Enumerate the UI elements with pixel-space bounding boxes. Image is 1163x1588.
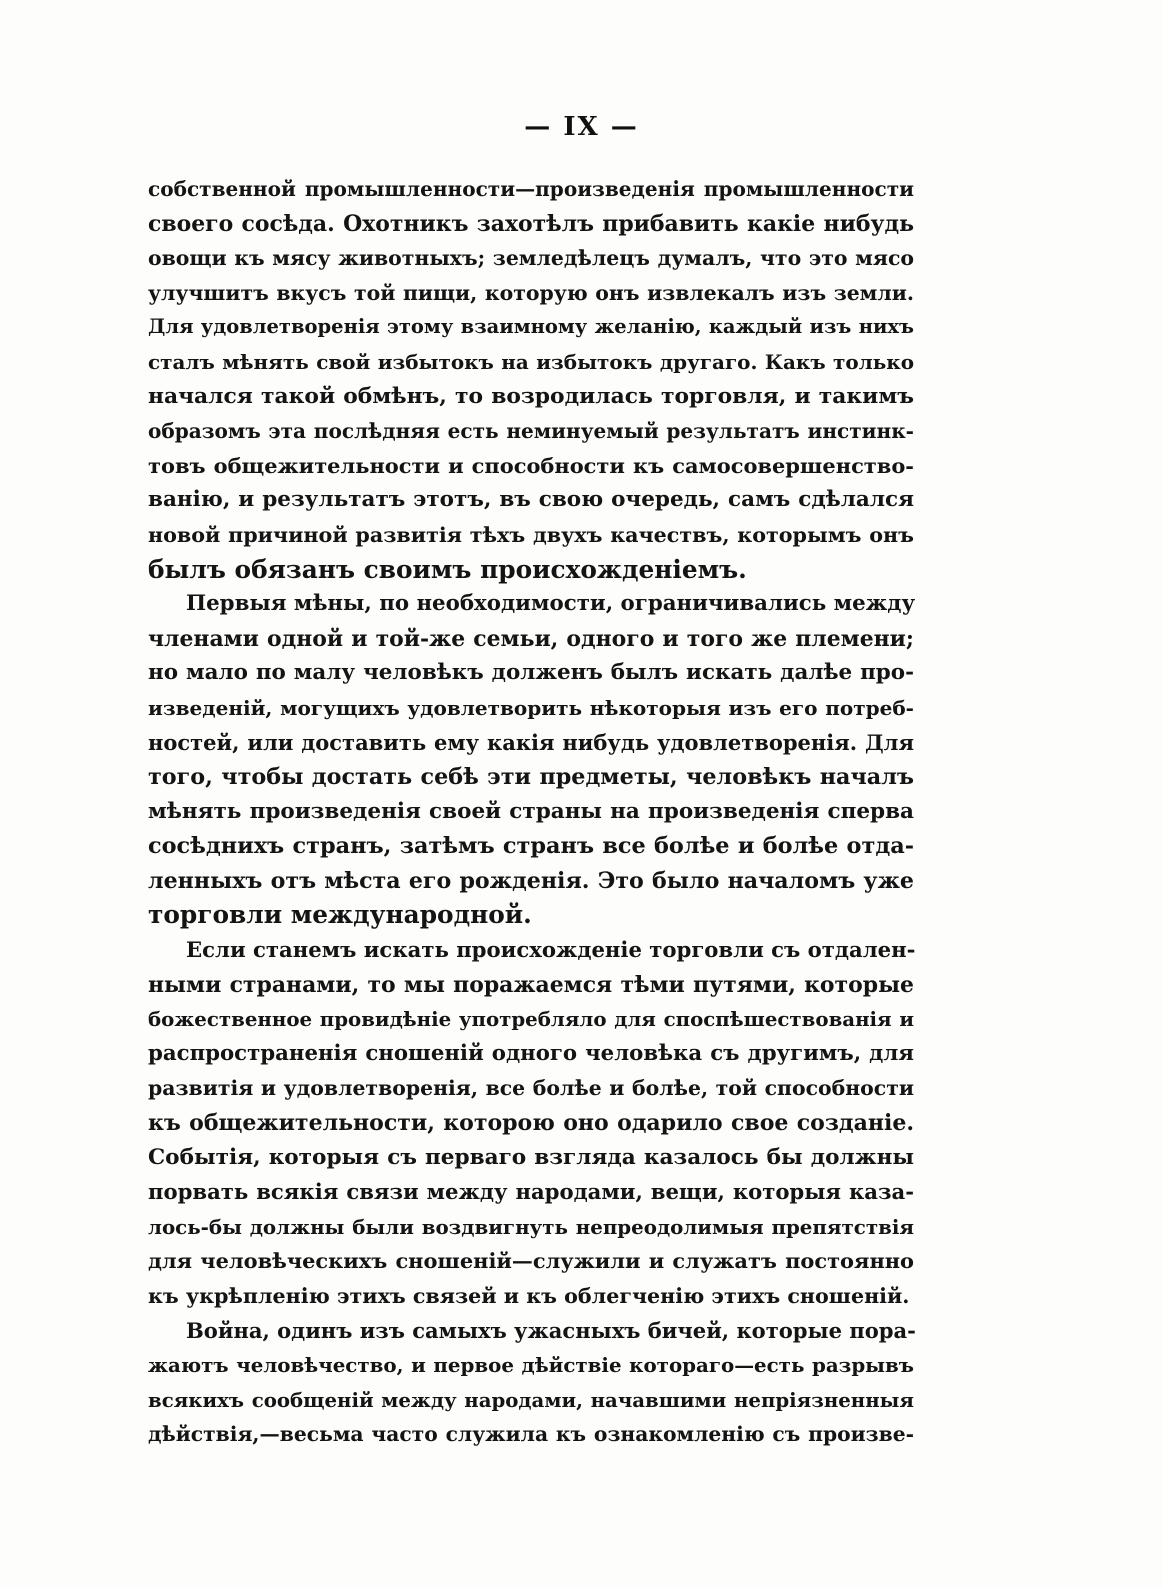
text-line: Если станемъ искать происхожденіе торговли съ отдален- [186, 937, 916, 963]
text-line: новой причиной развитія тѣхъ двухъ качествъ, которымъ онъ [148, 522, 914, 547]
text-line: Война, одинъ изъ самыхъ ужасныхъ бичей, которые пора- [186, 1317, 916, 1343]
text-line: Первыя мѣны, по необходимости, ограничивались между [186, 591, 916, 617]
text-line: ванію, и результатъ этотъ, въ свою очередь, самъ сдѣлался [148, 487, 914, 513]
text-line: овощи къ мясу животныхъ; земледѣлецъ думалъ, что это мясо [148, 246, 914, 271]
text-line: изведеній, могущихъ удовлетворить нѣкоторыя изъ его потреб- [148, 695, 914, 720]
text-line: членами одной и той-же семьи, одного и того же племени; [148, 625, 914, 652]
text-line: сталъ мѣнять свой избытокъ на избытокъ другаго. Какъ только [148, 349, 914, 374]
text-line: товъ общежительности и способности къ самосовершенство- [148, 452, 914, 478]
paragraph [148, 172, 914, 587]
text-line: божественное провидѣніе употребляло для споспѣшествованія и [148, 1007, 914, 1032]
text-line: образомъ эта послѣдняя есть неминуемый результатъ инстинк- [148, 419, 914, 444]
text-line: порвать всякія связи между народами, вещи, которыя каза- [148, 1179, 914, 1205]
text-line: того, чтобы достать себѣ эти предметы, человѣкъ началъ [148, 764, 914, 791]
text-line: всякихъ сообщеній между народами, начавшими непріязненныя [148, 1387, 914, 1412]
text-line: къ общежительности, которою оно одарило свое созданіе. [148, 1110, 914, 1137]
text-line: сосѣднихъ странъ, затѣмъ странъ все болѣе и болѣе отда- [148, 833, 914, 860]
paragraph [148, 1314, 914, 1452]
text-line: Для удовлетворенія этому взаимному желанію, каждый изъ нихъ [148, 315, 914, 339]
text-line: улучшитъ вкусъ той пищи, которую онъ извлекалъ изъ земли. [148, 280, 914, 305]
text-line: торговли международной. [148, 900, 532, 930]
text-line: своего сосѣда. Охотникъ захотѣлъ прибавить какіе нибудь [148, 210, 914, 237]
paragraph [148, 933, 914, 1314]
text-line: собственной промышленности—произведенія промышленности [148, 177, 914, 201]
text-line: ленныхъ отъ мѣста его рожденія. Это было началомъ уже [148, 867, 914, 894]
body-text [148, 172, 914, 1452]
text-line: начался такой обмѣнъ, то возродилась торговля, и такимъ [148, 383, 914, 409]
text-line: для человѣческихъ сношеній—служили и служатъ постоянно [148, 1248, 914, 1274]
text-line: къ укрѣпленію этихъ связей и къ облегченію этихъ сношеній. [148, 1284, 910, 1308]
paragraph [148, 587, 914, 933]
text-line: ными странами, то мы поражаемся тѣми путями, которые [148, 971, 914, 998]
text-line: лось-бы должны были воздвигнуть непреодолимыя препятствія [148, 1214, 914, 1239]
text-line: но мало по малу человѣкъ долженъ былъ искать далѣе про- [148, 660, 914, 686]
text-line: ностей, или доставить ему какія нибудь удовлетворенія. Для [148, 729, 914, 755]
text-line: распространенія сношеній одного человѣка съ другимъ, для [148, 1040, 914, 1066]
text-line: мѣнять произведенія своей страны на произведенія сперва [148, 798, 914, 824]
text-line: жаютъ человѣчество, и первое дѣйствіе котораго—есть разрывъ [148, 1353, 914, 1378]
text-line: былъ обязанъ своимъ происхожденіемъ. [148, 554, 747, 584]
page-number: — IX — [524, 112, 639, 142]
text-line: Событія, которыя съ перваго взгляда казалось бы должны [148, 1144, 914, 1170]
text-line: развитія и удовлетворенія, все болѣе и болѣе, той способности [148, 1076, 914, 1101]
text-line: дѣйствія,—весьма часто служила къ ознакомленію съ произве- [148, 1422, 914, 1447]
